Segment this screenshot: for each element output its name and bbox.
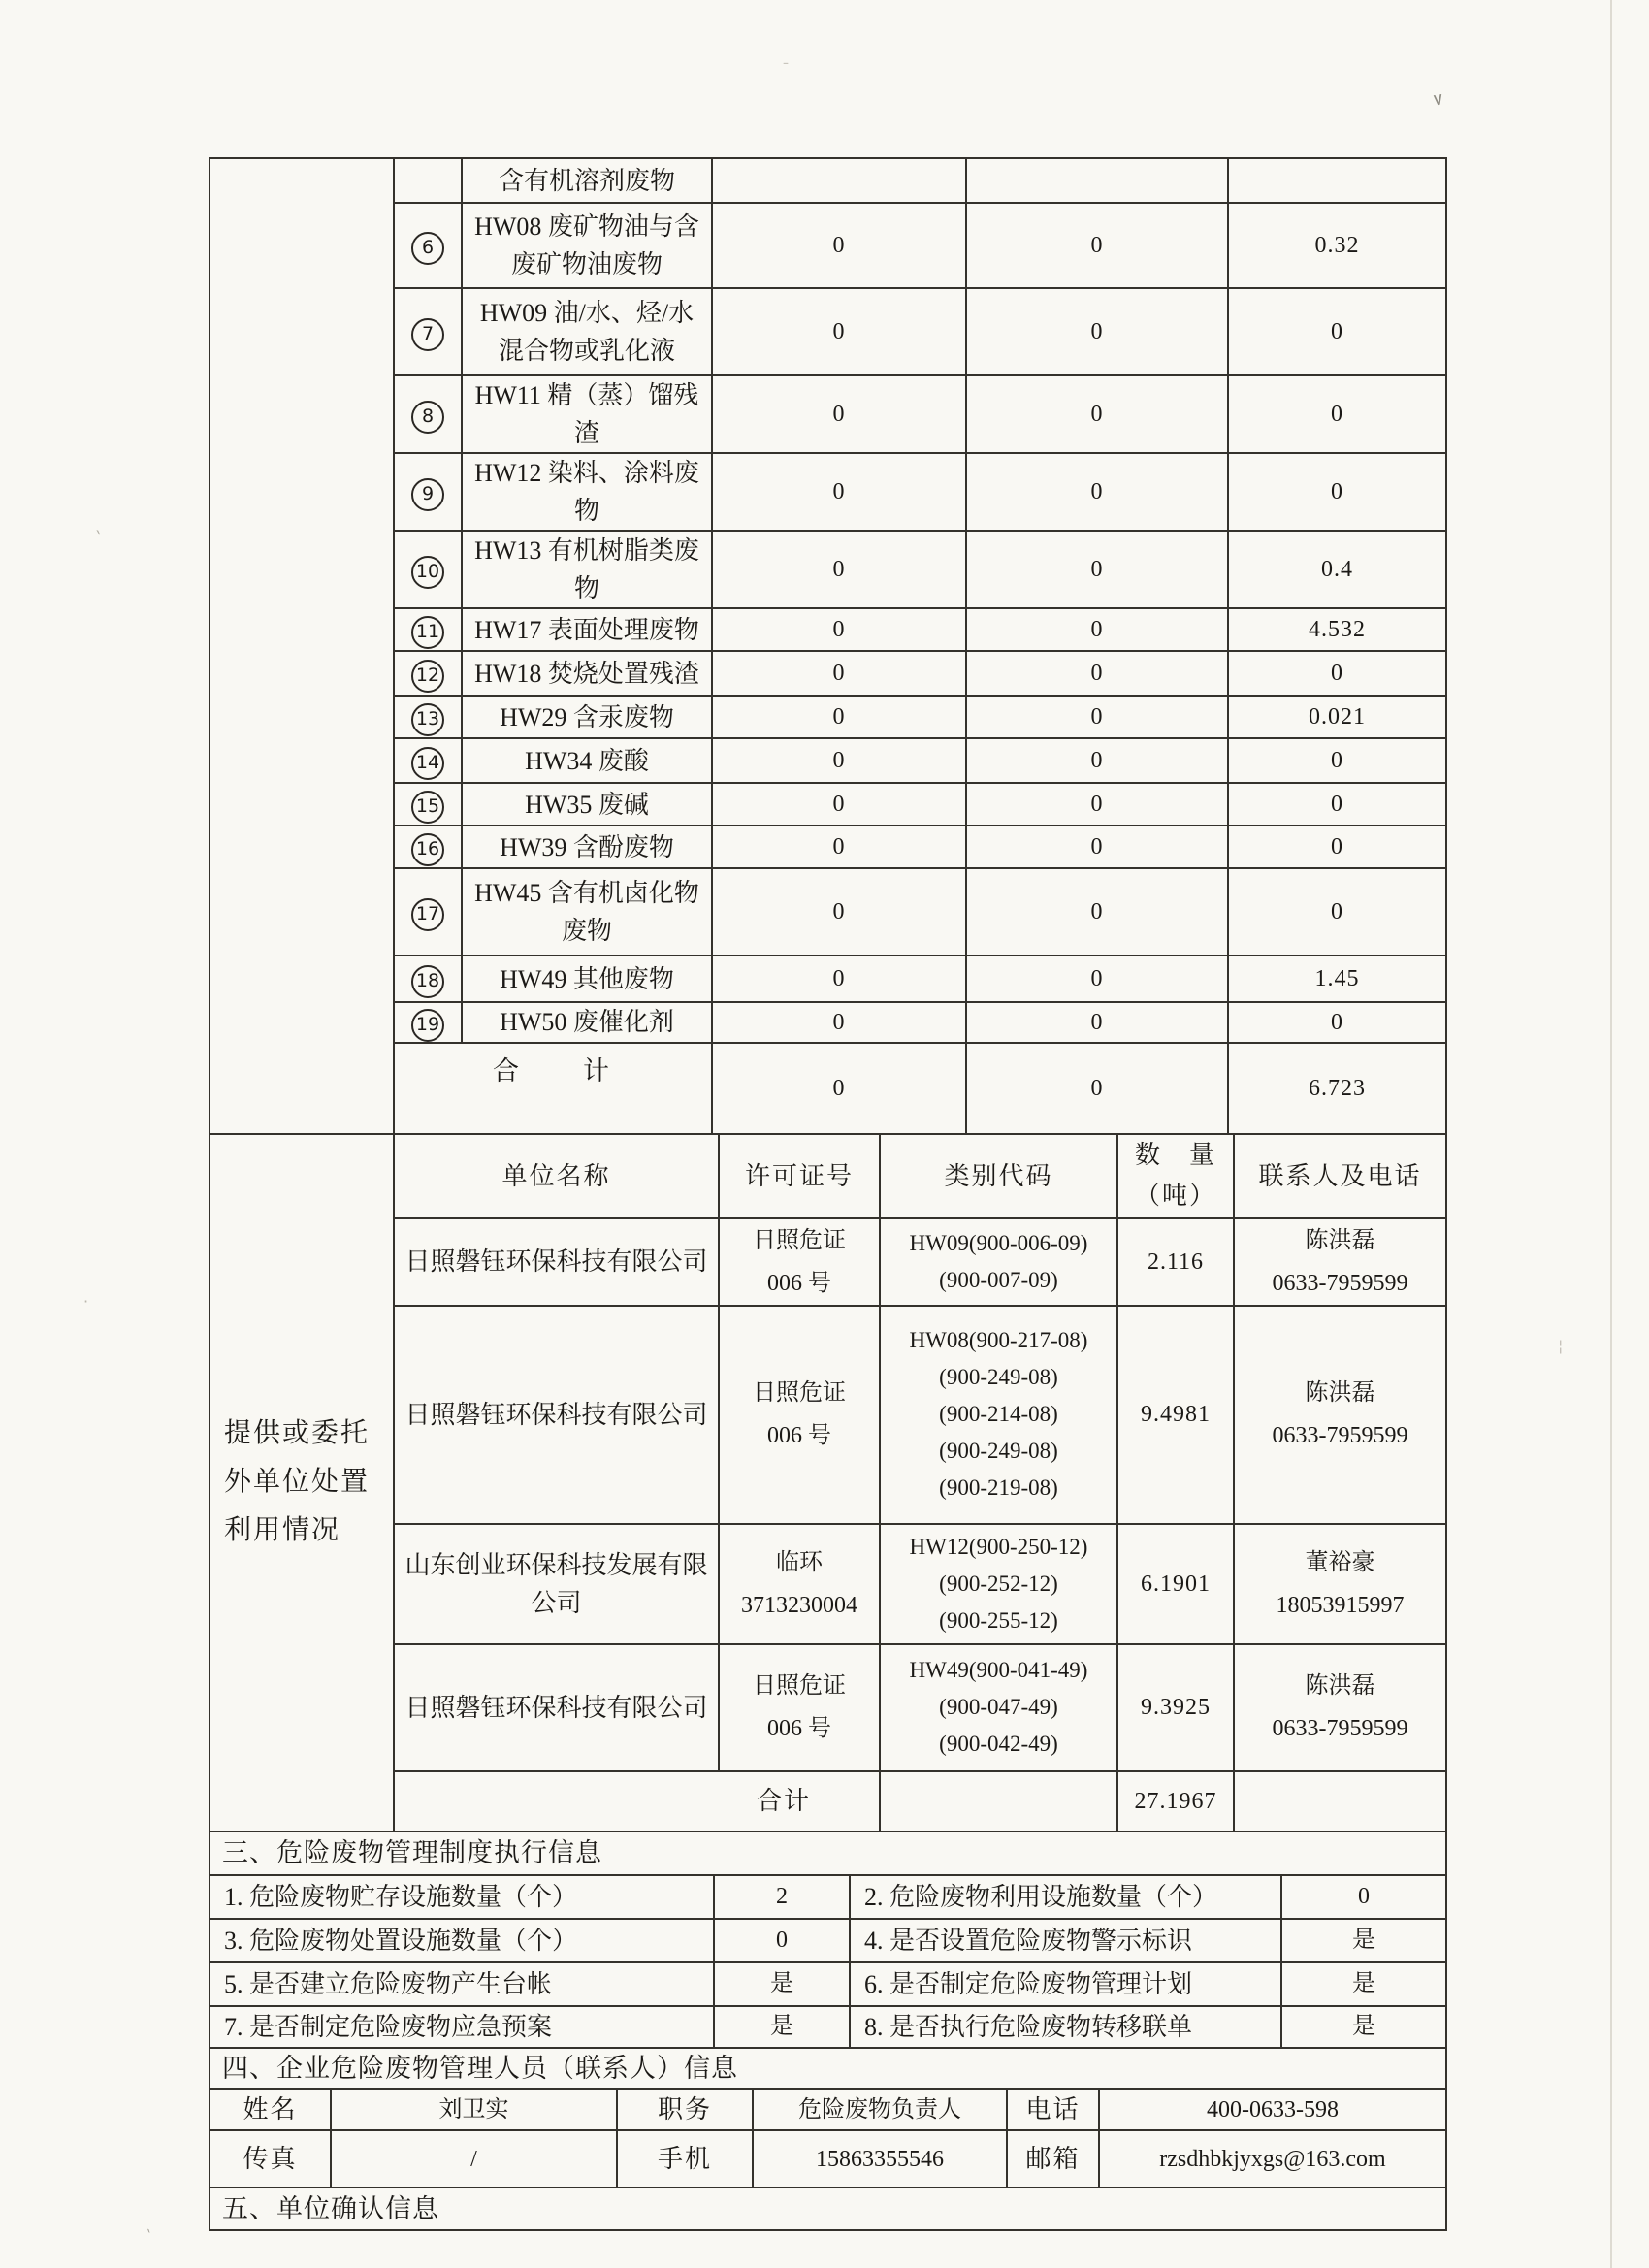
quantity-cell: 0.32: [1228, 203, 1446, 288]
row-number-badge: 16: [411, 833, 444, 866]
quantity-cell: 0: [712, 608, 966, 651]
quantity-cell: 1.45: [1228, 956, 1446, 1002]
row-number-badge: 17: [411, 898, 444, 931]
table-row: [210, 1644, 1446, 1771]
quantity-cell: [712, 158, 966, 203]
table-header-row: [210, 1134, 1446, 1218]
quantity-cell: 0.021: [1228, 696, 1446, 738]
row-number-badge: 15: [411, 791, 444, 824]
row-number-badge: 14: [411, 747, 444, 780]
quantity-cell: 0: [966, 608, 1228, 651]
unit-confirmation-section: [209, 2187, 1447, 2231]
section-title: 三、危险废物管理制度执行信息: [210, 1831, 1446, 1875]
table-row: [210, 453, 1446, 531]
waste-type-label: HW09 油/水、烃/水混合物或乳化液: [462, 288, 712, 375]
waste-type-label: HW13 有机树脂类废物: [462, 531, 712, 608]
waste-type-label: HW08 废矿物油与含废矿物油废物: [462, 203, 712, 288]
table-row: [210, 158, 1446, 203]
row-number-cell: [394, 531, 462, 608]
quantity-cell: 0: [712, 288, 966, 375]
quantity-cell: 0: [1228, 738, 1446, 783]
table-row: [210, 651, 1446, 696]
field-value-fax: /: [331, 2130, 617, 2187]
quantity-cell: 0: [1228, 826, 1446, 868]
codes-cell: HW08(900-217-08) (900-249-08) (900-214-08) (900-249-08) (900-219-08): [880, 1306, 1117, 1524]
quantity-cell: 0: [712, 738, 966, 783]
quantity-cell: 0: [966, 956, 1228, 1002]
total-quantity-cell: 0: [712, 1043, 966, 1134]
table-row: [210, 1919, 1446, 1962]
report-form: [209, 157, 1445, 2231]
tonnage-cell: 2.116: [1117, 1218, 1234, 1306]
table-row: [210, 1218, 1446, 1306]
row-number-cell: [394, 868, 462, 956]
hazardous-waste-quantity-table: [209, 157, 1447, 1135]
field-label-email: 邮箱: [1007, 2130, 1099, 2187]
row-number-badge: 10: [411, 556, 444, 589]
row-number-badge: 18: [411, 965, 444, 998]
table-row: [210, 288, 1446, 375]
table-total-row: [210, 1771, 1446, 1831]
field-label-mobile: 手机: [617, 2130, 753, 2187]
row-number-badge: 6: [411, 232, 444, 265]
company-name-cell: 日照磐钰环保科技有限公司: [394, 1218, 719, 1306]
license-cell: 日照危证 006 号: [719, 1644, 880, 1771]
scan-artifact: `: [140, 2226, 155, 2247]
quantity-cell: 0: [712, 651, 966, 696]
quantity-cell: 0.4: [1228, 531, 1446, 608]
item-value-cell: 是: [714, 1962, 850, 2006]
section-title: 五、单位确认信息: [210, 2187, 1446, 2230]
waste-type-label: HW49 其他废物: [462, 956, 712, 1002]
waste-type-label: HW50 废催化剂: [462, 1002, 712, 1043]
waste-type-label: HW45 含有机卤化物废物: [462, 868, 712, 956]
waste-type-label: HW12 染料、涂料废物: [462, 453, 712, 531]
field-label-fax: 传真: [210, 2130, 331, 2187]
license-cell: 日照危证 006 号: [719, 1218, 880, 1306]
row-number-cell: [394, 696, 462, 738]
waste-type-label: HW11 精（蒸）馏残渣: [462, 375, 712, 453]
item-label-cell: 7. 是否制定危险废物应急预案: [210, 2006, 714, 2048]
table-row: [210, 2130, 1446, 2187]
field-label-phone: 电话: [1007, 2089, 1099, 2130]
table-row: [210, 868, 1446, 956]
quantity-cell: 0: [712, 453, 966, 531]
quantity-cell: 0: [966, 868, 1228, 956]
codes-cell: HW12(900-250-12) (900-252-12) (900-255-12): [880, 1524, 1117, 1644]
column-header-codes: 类别代码: [880, 1134, 1117, 1218]
row-number-cell: [394, 956, 462, 1002]
quantity-cell: 0: [712, 203, 966, 288]
column-header-quantity: 数 量 （吨）: [1117, 1134, 1234, 1218]
row-number-badge: 13: [411, 703, 444, 736]
row-number-cell: [394, 158, 462, 203]
quantity-cell: 0: [966, 531, 1228, 608]
table-row: [210, 738, 1446, 783]
section-title: 四、企业危险废物管理人员（联系人）信息: [210, 2048, 1446, 2090]
table-row: [210, 203, 1446, 288]
quantity-cell: 0: [1228, 783, 1446, 826]
table-row: [210, 696, 1446, 738]
table-row: [210, 783, 1446, 826]
item-value-cell: 是: [714, 2006, 850, 2048]
table-row: [210, 1962, 1446, 2006]
waste-type-label: HW29 含汞废物: [462, 696, 712, 738]
row-number-cell: [394, 608, 462, 651]
item-label-cell: 5. 是否建立危险废物产生台帐: [210, 1962, 714, 2006]
item-label-cell: 1. 危险废物贮存设施数量（个）: [210, 1875, 714, 1919]
field-value-name: 刘卫实: [331, 2089, 617, 2130]
item-label-cell: 3. 危险废物处置设施数量（个）: [210, 1919, 714, 1962]
company-name-cell: 日照磐钰环保科技有限公司: [394, 1306, 719, 1524]
field-label-position: 职务: [617, 2089, 753, 2130]
side-label-line: 利用情况: [224, 1515, 341, 1545]
column-header-contact: 联系人及电话: [1234, 1134, 1446, 1218]
tonnage-cell: 9.3925: [1117, 1644, 1234, 1771]
row-number-cell: [394, 826, 462, 868]
section-title-row: [210, 1831, 1446, 1875]
contact-cell: 董裕豪 18053915997: [1234, 1524, 1446, 1644]
item-label-cell: 6. 是否制定危险废物管理计划: [850, 1962, 1281, 2006]
table-row: [210, 531, 1446, 608]
column-header-license: 许可证号: [719, 1134, 880, 1218]
waste-type-label: 含有机溶剂废物: [462, 158, 712, 203]
row-number-cell: [394, 1002, 462, 1043]
field-label-name: 姓名: [210, 2089, 331, 2130]
contact-cell: [1234, 1771, 1446, 1831]
quantity-cell: [966, 158, 1228, 203]
section-title-row: [210, 2187, 1446, 2230]
row-number-badge: 9: [411, 478, 444, 511]
contact-person-section: [209, 2047, 1447, 2189]
field-value-phone: 400-0633-598: [1099, 2089, 1446, 2130]
quantity-cell: 4.532: [1228, 608, 1446, 651]
item-value-cell: 是: [1281, 2006, 1446, 2048]
codes-cell: HW09(900-006-09) (900-007-09): [880, 1218, 1117, 1306]
contact-cell: 陈洪磊 0633-7959599: [1234, 1306, 1446, 1524]
quantity-cell: 0: [966, 203, 1228, 288]
waste-type-label: HW39 含酚废物: [462, 826, 712, 868]
waste-type-label: HW34 废酸: [462, 738, 712, 783]
quantity-cell: 0: [1228, 1002, 1446, 1043]
item-label-cell: 2. 危险废物利用设施数量（个）: [850, 1875, 1281, 1919]
row-number-badge: 12: [411, 660, 444, 693]
table-row: [210, 1875, 1446, 1919]
table-row: [210, 826, 1446, 868]
quantity-cell: 0: [712, 868, 966, 956]
license-cell: 日照危证 006 号: [719, 1306, 880, 1524]
codes-cell: HW49(900-041-49) (900-047-49) (900-042-49): [880, 1644, 1117, 1771]
quantity-cell: 0: [966, 826, 1228, 868]
row-number-badge: 19: [411, 1009, 444, 1042]
item-value-cell: 2: [714, 1875, 850, 1919]
quantity-cell: 0: [712, 826, 966, 868]
quantity-cell: 0: [966, 696, 1228, 738]
quantity-cell: 0: [1228, 651, 1446, 696]
table-row: [210, 1002, 1446, 1043]
total-tonnage-cell: 27.1967: [1117, 1771, 1234, 1831]
row-number-cell: [394, 453, 462, 531]
tonnage-cell: 9.4981: [1117, 1306, 1234, 1524]
company-name-cell: 日照磐钰环保科技有限公司: [394, 1644, 719, 1771]
quantity-cell: 0: [712, 1002, 966, 1043]
row-number-cell: [394, 738, 462, 783]
row-number-cell: [394, 288, 462, 375]
license-cell: 临环 3713230004: [719, 1524, 880, 1644]
quantity-cell: [1228, 158, 1446, 203]
total-quantity-cell: 0: [966, 1043, 1228, 1134]
total-label: 合 计: [394, 1043, 712, 1134]
waste-type-label: HW18 焚烧处置残渣: [462, 651, 712, 696]
total-label: 合计: [394, 1771, 880, 1831]
quantity-cell: 0: [712, 531, 966, 608]
side-label-line: 提供或委托: [224, 1418, 371, 1448]
table-row: [210, 956, 1446, 1002]
scan-edge-artifact: [1610, 0, 1612, 2268]
side-label-line: 外单位处置: [224, 1467, 371, 1497]
row-number-badge: 11: [411, 616, 444, 649]
quantity-cell: 0: [966, 1002, 1228, 1043]
quantity-cell: 0: [712, 696, 966, 738]
column-header-company: 单位名称: [394, 1134, 719, 1218]
quantity-cell: 0: [966, 375, 1228, 453]
row-number-cell: [394, 203, 462, 288]
management-system-section: [209, 1831, 1447, 2049]
quantity-cell: 0: [1228, 375, 1446, 453]
field-value-position: 危险废物负责人: [753, 2089, 1007, 2130]
section-side-label: [210, 1134, 394, 1831]
item-value-cell: 0: [1281, 1875, 1446, 1919]
quantity-cell: 0: [966, 288, 1228, 375]
scan-artifact: ∨: [1430, 88, 1446, 111]
codes-cell: [880, 1771, 1117, 1831]
waste-type-label: HW17 表面处理废物: [462, 608, 712, 651]
item-label-cell: 4. 是否设置危险废物警示标识: [850, 1919, 1281, 1962]
scan-artifact: `: [90, 528, 105, 550]
quantity-cell: 0: [712, 375, 966, 453]
table-row: [210, 2089, 1446, 2130]
table-total-row: [210, 1043, 1446, 1134]
section-title-row: [210, 2048, 1446, 2090]
row-number-cell: [394, 651, 462, 696]
table-row: [210, 375, 1446, 453]
scan-artifact: ˉ: [782, 60, 790, 79]
company-name-cell: 山东创业环保科技发展有限公司: [394, 1524, 719, 1644]
row-number-badge: 8: [411, 401, 444, 434]
table-row: [210, 2006, 1446, 2048]
quantity-cell: 0: [712, 956, 966, 1002]
quantity-cell: 0: [1228, 453, 1446, 531]
tonnage-cell: 6.1901: [1117, 1524, 1234, 1644]
item-value-cell: 是: [1281, 1962, 1446, 2006]
quantity-cell: 0: [966, 783, 1228, 826]
field-value-email: rzsdhbkjyxgs@163.com: [1099, 2130, 1446, 2187]
row-number-cell: [394, 375, 462, 453]
quantity-cell: 0: [712, 783, 966, 826]
scan-artifact: ·: [83, 1292, 89, 1311]
table-row: [210, 1306, 1446, 1524]
table-row: [210, 608, 1446, 651]
waste-type-label: HW35 废碱: [462, 783, 712, 826]
item-label-cell: 8. 是否执行危险废物转移联单: [850, 2006, 1281, 2048]
item-value-cell: 是: [1281, 1919, 1446, 1962]
quantity-cell: 0: [1228, 288, 1446, 375]
quantity-cell: 0: [966, 453, 1228, 531]
table-row: [210, 1524, 1446, 1644]
contact-cell: 陈洪磊 0633-7959599: [1234, 1218, 1446, 1306]
field-value-mobile: 15863355546: [753, 2130, 1007, 2187]
item-value-cell: 0: [714, 1919, 850, 1962]
external-disposal-table: [209, 1133, 1447, 1832]
row-number-cell: [394, 783, 462, 826]
total-quantity-cell: 6.723: [1228, 1043, 1446, 1134]
contact-cell: 陈洪磊 0633-7959599: [1234, 1644, 1446, 1771]
scan-artifact: ¦: [1558, 1337, 1564, 1355]
quantity-cell: 0: [966, 738, 1228, 783]
row-number-badge: 7: [411, 318, 444, 351]
spanner-cell: [210, 158, 394, 1134]
quantity-cell: 0: [966, 651, 1228, 696]
quantity-cell: 0: [1228, 868, 1446, 956]
